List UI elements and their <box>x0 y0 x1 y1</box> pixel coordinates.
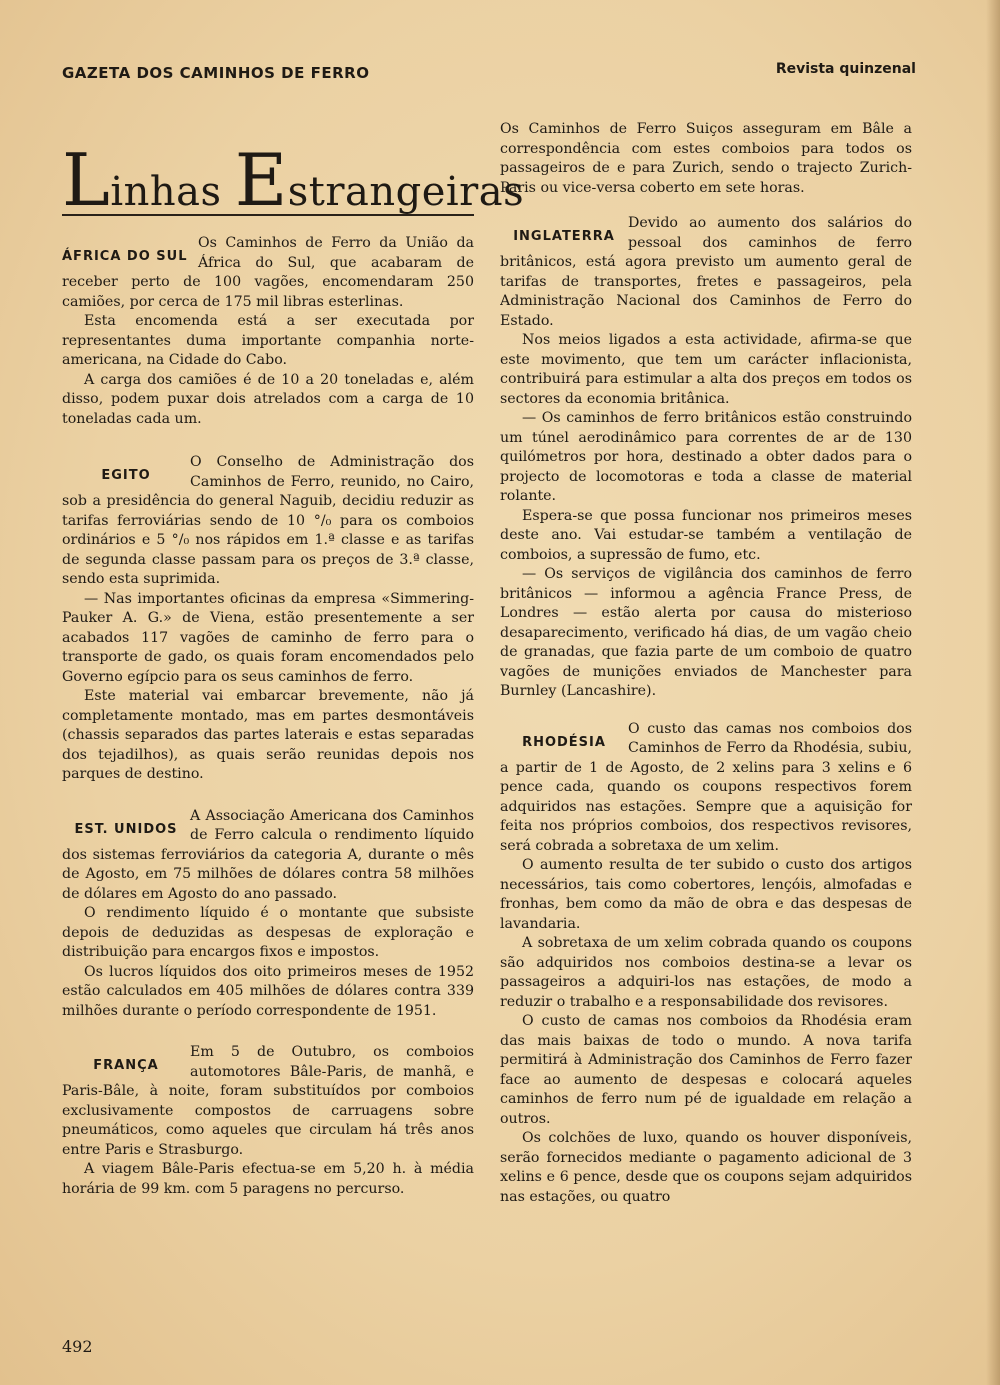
title-initial-e: E <box>234 138 288 222</box>
paragraph: A viagem Bâle-Paris efectua-se em 5,20 h. à média horária de 99 km. com 5 paragens no percurso. <box>62 1161 474 1197</box>
paragraph: Espera-se que possa funcionar nos primeiros meses deste ano. Vai estudar-se também a ventilação de comboios, a supressão de fumo, etc. <box>500 507 912 563</box>
title-underline <box>62 214 474 216</box>
news-item-egito <box>62 453 474 785</box>
page-edge-shadow <box>986 0 1000 1385</box>
section-heading: FRANÇA <box>93 1058 159 1073</box>
news-item-rhodesia <box>500 720 912 1208</box>
paragraph: Os colchões de luxo, quando os houver disponíveis, serão fornecidos mediante o pagamento adicional de 3 xelins e 6 pence, desde que os coupons sejam adquiridos nas estações, ou quatro <box>500 1130 912 1205</box>
page-number: 492 <box>62 1337 93 1356</box>
paragraph: O custo de camas nos comboios da Rhodésia eram das mais baixas de todo o mundo. A nova tarifa permitirá à Administração dos Caminhos de Ferro fazer face ao aumento de despesas e colocará aqueles caminhos de ferro num pé de igualdade em relação a outros. <box>500 1013 912 1127</box>
paragraph: — Os serviços de vigilância dos caminhos de ferro britânicos — informou a agência France Press, de Londres — estão alerta por causa do misterioso desaparecimento, verificado há dias, de um vagão cheio de granadas, que fazia parte de um comboio de quatro vagões de munições enviados de Manchester para Burnley (Lancashire). <box>500 566 912 699</box>
paragraph: Os Caminhos de Ferro da União da África do Sul, que acabaram de receber perto de 100 vagões, encomendaram 250 camiões, por cerca de 175 mil libras esterlinas. <box>62 235 474 310</box>
paragraph: Os lucros líquidos dos oito primeiros meses de 1952 estão calculados em 405 milhões de dólares contra 339 milhões durante o período correspondente de 1951. <box>62 963 474 1019</box>
section-heading: RHODÉSIA <box>522 734 606 750</box>
paragraph: O aumento resulta de ter subido o custo dos artigos necessários, tais como cobertores, lençóis, almofadas e fronhas, bem como da mão de obra e das despesas de lavandaria. <box>500 857 912 932</box>
paragraph: O Conselho de Administração dos Caminhos de Ferro, reunido, no Cairo, sob a presidência do general Naguib, decidiu reduzir as tarifas ferroviárias sendo de 10 °/₀ para os comboios ordinários e 5 °/₀ nos rápidos em 1.ª classe e as tarifas de segunda classe passam para os preços de 3.ª classe, sendo esta suprimida. <box>62 454 474 587</box>
paragraph: Em 5 de Outubro, os comboios automotores Bâle-Paris, de manhã, e Paris-Bâle, à noite, foram substituídos por comboios exclusivamente compostos de carruagens sobre pneumáticos, como aqueles que circulam há três anos entre Paris e Strasburgo. <box>62 1044 474 1158</box>
section-heading: EST. UNIDOS <box>74 821 178 837</box>
news-item-est-unidos <box>62 807 474 1022</box>
paragraph: A carga dos camiões é de 10 a 20 toneladas e, além disso, podem puxar dois atrelados com a carga de 10 toneladas cada um. <box>62 371 474 427</box>
news-item-africa-do-sul <box>62 234 474 429</box>
title-initial-l: L <box>62 138 111 222</box>
section-title-text <box>62 138 525 222</box>
news-item-inglaterra <box>500 214 912 702</box>
section-heading: INGLATERRA <box>513 229 615 244</box>
running-header-subtitle: Revista quinzenal <box>775 61 916 77</box>
running-header-title: GAZETA DOS CAMINHOS DE FERRO <box>62 64 370 82</box>
paragraph: — Os caminhos de ferro britânicos estão construindo um túnel aerodinâmico para correntes de ar de 130 quilómetros por hora, destinado a obter dados para o projecto de locomotoras e toda a classe de material rolante. <box>500 410 912 504</box>
paragraph: — Nas importantes oficinas da empresa «Simmering-Pauker A. G.» de Viena, estão presentemente a ser acabados 117 vagões de caminho de ferro para o transporte de gado, os quais foram encomendados pelo Governo egípcio para os seus caminhos de ferro. <box>62 590 474 685</box>
title-word-1: inhas <box>110 169 235 215</box>
paragraph: A sobretaxa de um xelim cobrada quando os coupons são adquiridos nos comboios destina-se a levar os passageiros a adquiri-los nas estações, de modo a reduzir o trabalho e a responsabilidade dos revisores. <box>500 935 912 1010</box>
paragraph: Devido ao aumento dos salários do pessoal dos caminhos de ferro britânicos, está agora previsto um aumento geral de tarifas de transportes, fretes e passageiros, pela Administração Nacional dos Caminhos de Ferro do Estado. <box>500 215 912 329</box>
section-title <box>62 130 525 222</box>
news-item-franca <box>62 1043 474 1199</box>
title-word-2: strangeiras <box>287 169 525 215</box>
paragraph: O custo das camas nos comboios dos Caminhos de Ferro da Rhodésia, subiu, a partir de 1 de Agosto, de 2 xelins para 3 xelins e 6 pence cada, quando os coupons respectivos forem adquiridos nas estações. Sempre que a aquisição for feita nos próprios comboios, dos respectivos revisores, será cobrada a sobretaxa de um xelim. <box>500 720 912 854</box>
section-heading: EGITO <box>101 468 151 483</box>
paragraph: A Associação Americana dos Caminhos de Ferro calcula o rendimento líquido dos sistemas ferroviários da categoria A, durante o mês de Agosto, em 75 milhões de dólares contra 58 milhões de dólares em Agosto do ano passado. <box>62 807 474 902</box>
paragraph: Esta encomenda está a ser executada por representantes duma importante companhia norte-americana, na Cidade do Cabo. <box>62 313 474 368</box>
paragraph: Nos meios ligados a esta actividade, afirma-se que este movimento, que tem um carácter inflacionista, contribuirá para estimular a alta dos preços em todos os sectores da economia britânica. <box>500 332 912 407</box>
news-item-franca-continued <box>500 120 912 198</box>
right-column <box>500 120 912 1207</box>
paragraph: Os Caminhos de Ferro Suiços asseguram em Bâle a correspondência com estes comboios para todos os passageiros de e para Zurich, sendo o trajecto Zurich-Paris ou vice-versa coberto em sete horas. <box>500 121 912 196</box>
paragraph: Este material vai embarcar brevemente, não já completamente montado, mas em partes desmontáveis (chassis separados das partes laterais e estas separadas dos tejadilhos), as quais serão reunidas depois nos parques de destino. <box>62 688 474 782</box>
section-heading: ÁFRICA DO SUL <box>62 249 188 264</box>
paragraph: O rendimento líquido é o montante que subsiste depois de deduzidas as despesas de exploração e distribuição para encargos fixos e impostos. <box>62 905 474 960</box>
left-column <box>62 234 474 1199</box>
